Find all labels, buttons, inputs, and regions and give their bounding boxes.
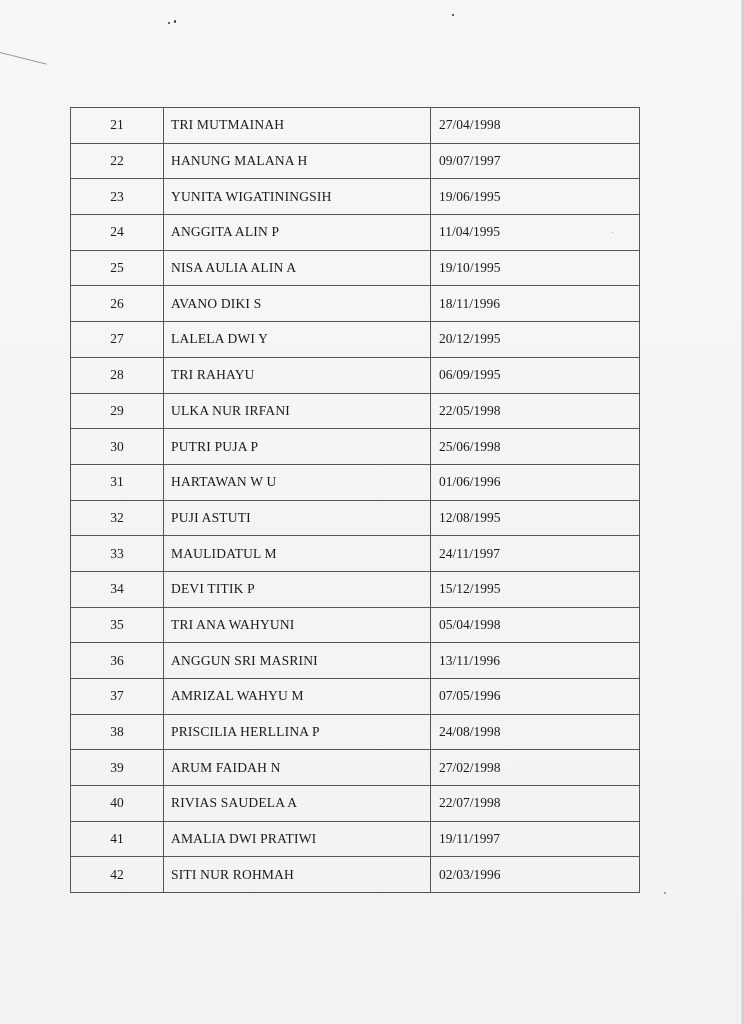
row-number: 29 (71, 393, 164, 429)
student-name: AMALIA DWI PRATIWI (164, 821, 431, 857)
birth-date: 22/05/1998 (431, 393, 640, 429)
birth-date: 11/04/1995 (431, 215, 640, 251)
birth-date: 25/06/1998 (431, 429, 640, 465)
table-row (71, 143, 640, 179)
scan-speck (452, 14, 454, 16)
row-number: 23 (71, 179, 164, 215)
student-name: HARTAWAN W U (164, 464, 431, 500)
table-row (71, 679, 640, 715)
birth-date: 06/09/1995 (431, 357, 640, 393)
row-number: 42 (71, 857, 164, 893)
table-row (71, 286, 640, 322)
birth-date: 12/08/1995 (431, 500, 640, 536)
row-number: 30 (71, 429, 164, 465)
student-name: DEVI TITIK P (164, 571, 431, 607)
table-row (71, 393, 640, 429)
roster-body (71, 108, 640, 893)
table-row (71, 857, 640, 893)
student-name: PUJI ASTUTI (164, 500, 431, 536)
table-row (71, 108, 640, 144)
table-row (71, 179, 640, 215)
table-row (71, 464, 640, 500)
table-row (71, 500, 640, 536)
birth-date: 24/11/1997 (431, 536, 640, 572)
row-number: 39 (71, 750, 164, 786)
row-number: 35 (71, 607, 164, 643)
table-row (71, 607, 640, 643)
table-row (71, 571, 640, 607)
table-row (71, 429, 640, 465)
birth-date: 19/10/1995 (431, 250, 640, 286)
birth-date: 24/08/1998 (431, 714, 640, 750)
scan-speck (174, 20, 176, 23)
row-number: 31 (71, 464, 164, 500)
birth-date: 22/07/1998 (431, 786, 640, 822)
table-row (71, 714, 640, 750)
student-name: YUNITA WIGATININGSIH (164, 179, 431, 215)
student-name: ANGGUN SRI MASRINI (164, 643, 431, 679)
row-number: 34 (71, 571, 164, 607)
birth-date: 20/12/1995 (431, 322, 640, 358)
row-number: 27 (71, 322, 164, 358)
birth-date: 09/07/1997 (431, 143, 640, 179)
student-roster-table (70, 107, 640, 893)
birth-date: 19/11/1997 (431, 821, 640, 857)
scan-speck (664, 892, 666, 894)
student-name: MAULIDATUL M (164, 536, 431, 572)
student-name: AVANO DIKI S (164, 286, 431, 322)
student-name: TRI MUTMAINAH (164, 108, 431, 144)
row-number: 37 (71, 679, 164, 715)
student-name: RIVIAS SAUDELA A (164, 786, 431, 822)
student-name: LALELA DWI Y (164, 322, 431, 358)
row-number: 36 (71, 643, 164, 679)
table-row (71, 215, 640, 251)
table-row (71, 536, 640, 572)
birth-date: 15/12/1995 (431, 571, 640, 607)
row-number: 24 (71, 215, 164, 251)
table-row (71, 750, 640, 786)
student-name: NISA AULIA ALIN A (164, 250, 431, 286)
row-number: 41 (71, 821, 164, 857)
scan-speck (168, 22, 170, 24)
birth-date: 05/04/1998 (431, 607, 640, 643)
student-name: TRI ANA WAHYUNI (164, 607, 431, 643)
row-number: 26 (71, 286, 164, 322)
row-number: 40 (71, 786, 164, 822)
row-number: 28 (71, 357, 164, 393)
student-name: TRI RAHAYU (164, 357, 431, 393)
row-number: 38 (71, 714, 164, 750)
student-name: ANGGITA ALIN P (164, 215, 431, 251)
birth-date: 19/06/1995 (431, 179, 640, 215)
row-number: 21 (71, 108, 164, 144)
table-row (71, 821, 640, 857)
student-name: PRISCILIA HERLLINA P (164, 714, 431, 750)
row-number: 33 (71, 536, 164, 572)
table-row (71, 322, 640, 358)
student-name: ULKA NUR IRFANI (164, 393, 431, 429)
scan-edge-line (0, 52, 47, 65)
row-number: 25 (71, 250, 164, 286)
student-name: PUTRI PUJA P (164, 429, 431, 465)
student-name: HANUNG MALANA H (164, 143, 431, 179)
birth-date: 13/11/1996 (431, 643, 640, 679)
student-name: AMRIZAL WAHYU M (164, 679, 431, 715)
birth-date: 27/02/1998 (431, 750, 640, 786)
table-row (71, 643, 640, 679)
birth-date: 01/06/1996 (431, 464, 640, 500)
birth-date: 27/04/1998 (431, 108, 640, 144)
birth-date: 02/03/1996 (431, 857, 640, 893)
row-number: 32 (71, 500, 164, 536)
table-row (71, 357, 640, 393)
student-name: SITI NUR ROHMAH (164, 857, 431, 893)
birth-date: 07/05/1996 (431, 679, 640, 715)
table-row (71, 250, 640, 286)
student-name: ARUM FAIDAH N (164, 750, 431, 786)
table-row (71, 786, 640, 822)
birth-date: 18/11/1996 (431, 286, 640, 322)
row-number: 22 (71, 143, 164, 179)
